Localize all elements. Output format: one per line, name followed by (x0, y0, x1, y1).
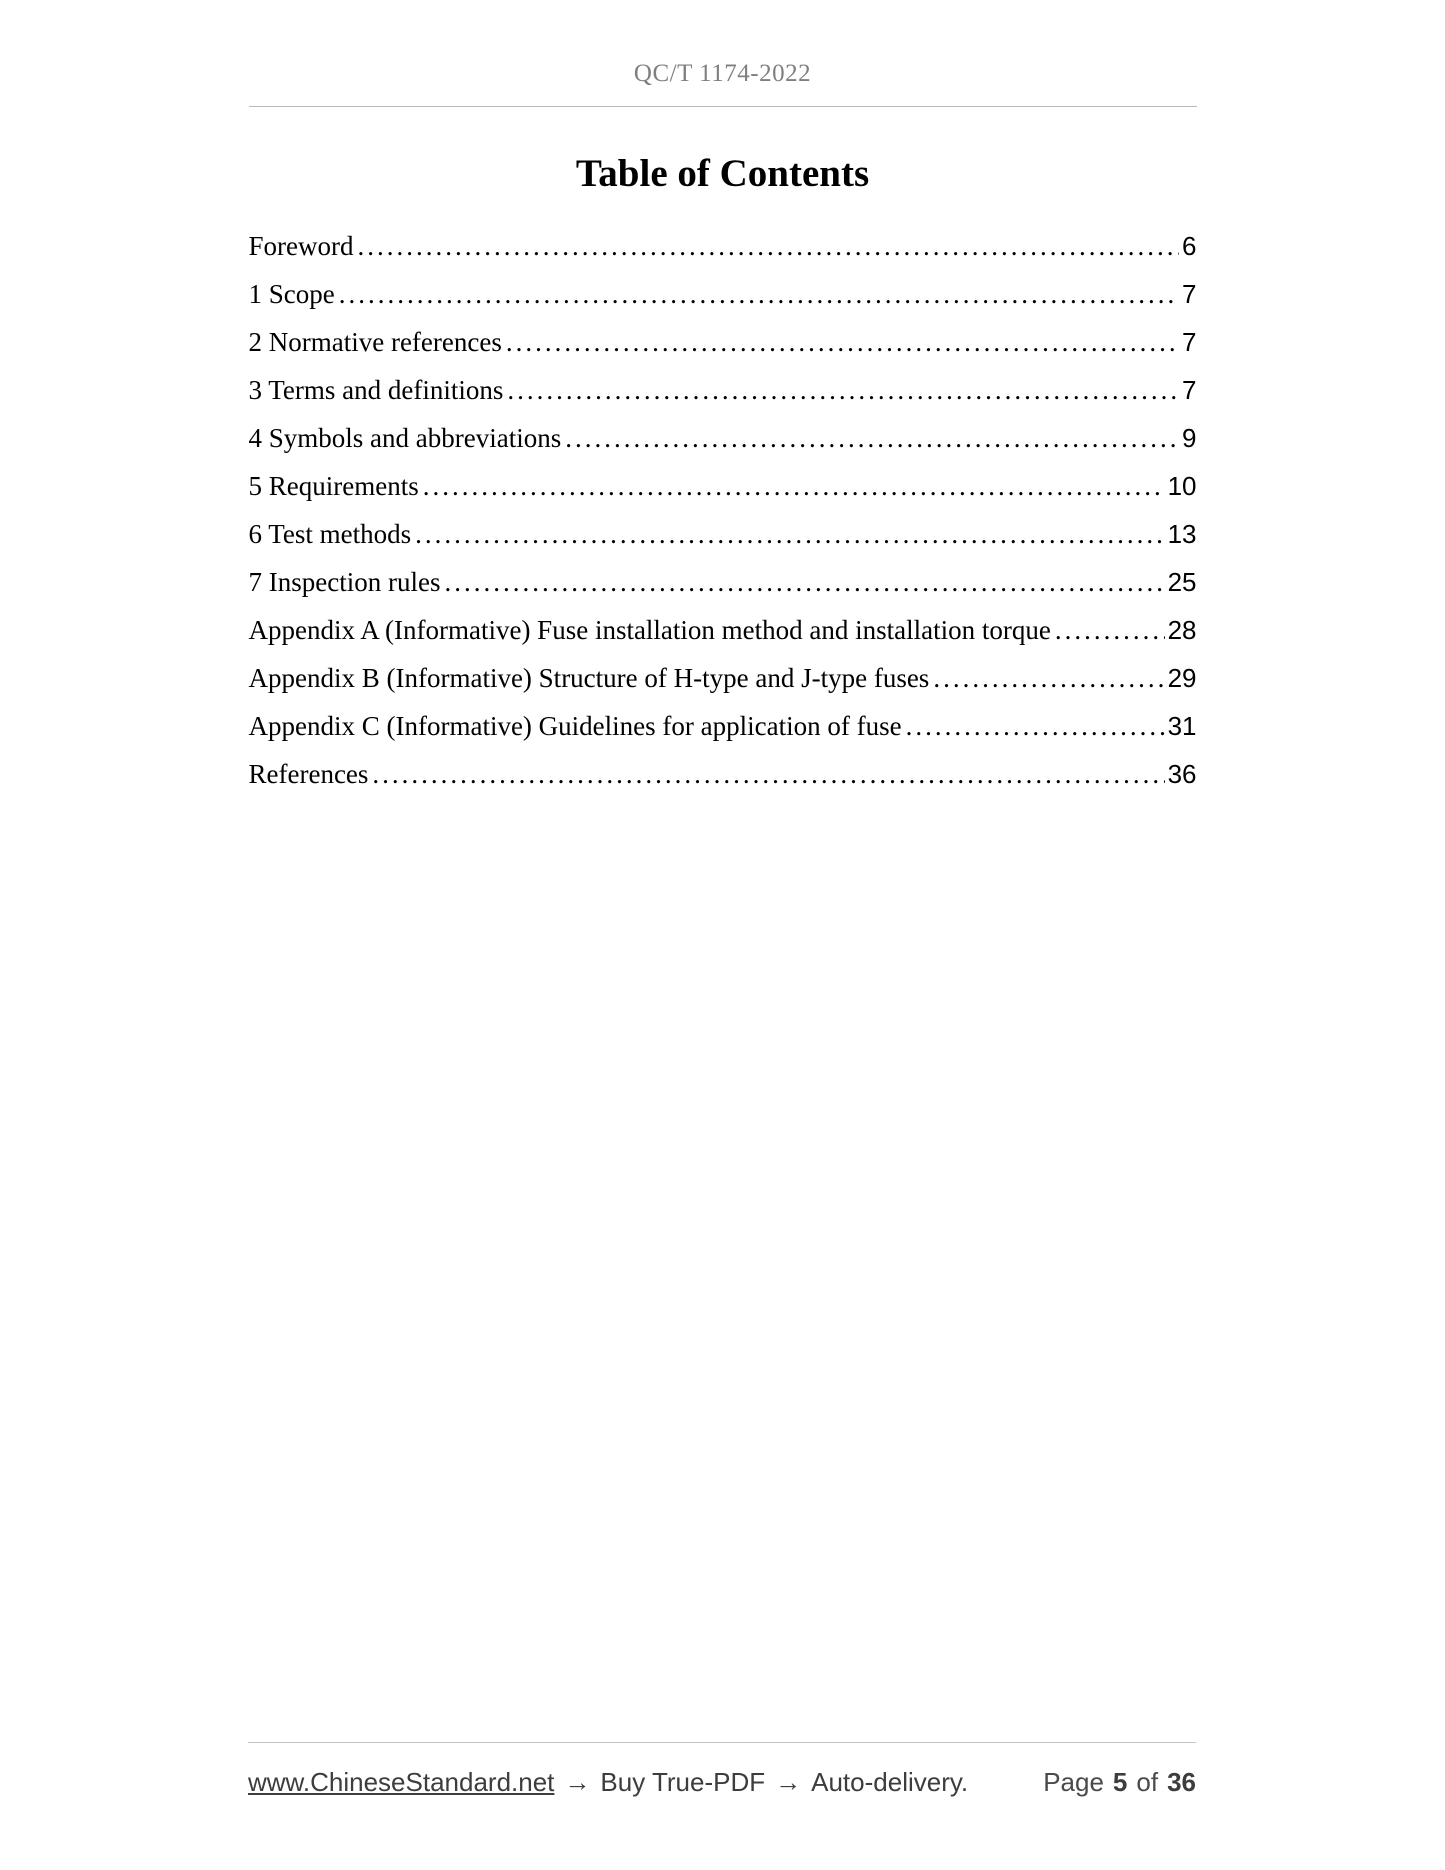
toc-entry-label: Appendix C (Informative) Guidelines for application of fuse (248, 711, 902, 741)
footer-rule (248, 1742, 1196, 1743)
arrow-icon: → (775, 1767, 802, 1797)
toc-entry-appendix-a (249, 606, 1197, 654)
doc-number: QC/T 1174-2022 (633, 60, 812, 87)
toc-entry-label: References (248, 759, 369, 789)
toc-entry-foreword (249, 222, 1197, 270)
toc-entry-label: Appendix B (Informative) Structure of H-type and J-type fuses (248, 663, 930, 693)
toc-entry-symbols-abbreviations (249, 414, 1197, 462)
dot-leader (565, 414, 1179, 462)
toc-entry-page: 13 (1167, 519, 1197, 549)
dot-leader (933, 654, 1164, 702)
page-footer (248, 1742, 1196, 1798)
toc-entry-label: 1 Scope (248, 279, 335, 309)
toc-entry-scope (249, 270, 1197, 318)
dot-leader (1055, 606, 1165, 654)
toc-entry-page: 10 (1167, 471, 1197, 501)
toc-entry-label: Appendix A (Informative) Fuse installation method and installation torque (248, 615, 1051, 645)
dot-leader (415, 510, 1164, 558)
page-total: 36 (1167, 1767, 1196, 1797)
toc-entry-appendix-b (249, 654, 1197, 702)
table-of-contents (249, 222, 1197, 798)
toc-entry-page: 7 (1182, 375, 1197, 405)
toc-entry-inspection-rules (249, 558, 1197, 606)
toc-entry-page: 36 (1167, 759, 1197, 789)
page-indicator (1043, 1767, 1196, 1798)
toc-entry-page: 31 (1167, 711, 1197, 741)
dot-leader (506, 318, 1179, 366)
footer-action-delivery: Auto-delivery. (811, 1767, 969, 1797)
toc-entry-requirements (249, 462, 1197, 510)
toc-entry-label: 6 Test methods (248, 519, 412, 549)
dot-leader (906, 702, 1165, 750)
footer-action-buy: Buy True-PDF (600, 1767, 766, 1797)
toc-entry-page: 25 (1167, 567, 1197, 597)
dot-leader (444, 558, 1164, 606)
toc-entry-label: 4 Symbols and abbreviations (248, 423, 562, 453)
toc-entry-label: 5 Requirements (248, 471, 419, 501)
toc-entry-references (249, 750, 1197, 798)
toc-entry-page: 6 (1182, 231, 1197, 261)
toc-entry-test-methods (249, 510, 1197, 558)
toc-entry-page: 9 (1182, 423, 1197, 453)
toc-entry-label: 3 Terms and definitions (248, 375, 504, 405)
of-label: of (1136, 1767, 1159, 1797)
dot-leader (423, 462, 1165, 510)
header-rule (249, 106, 1197, 107)
toc-entry-terms-definitions (249, 366, 1197, 414)
toc-entry-label: 7 Inspection rules (248, 567, 441, 597)
toc-entry-label: Foreword (248, 231, 354, 261)
footer-source-line (248, 1767, 968, 1798)
page-current: 5 (1112, 1767, 1128, 1797)
toc-entry-page: 7 (1182, 327, 1197, 357)
dot-leader (372, 750, 1164, 798)
toc-entry-label: 2 Normative references (248, 327, 502, 357)
toc-entry-appendix-c (249, 702, 1197, 750)
toc-entry-page: 7 (1182, 279, 1197, 309)
toc-entry-normative-references (249, 318, 1197, 366)
arrow-icon: → (564, 1767, 591, 1797)
page-title: Table of Contents (575, 152, 870, 195)
site-link[interactable]: www.ChineseStandard.net (248, 1767, 555, 1797)
dot-leader (507, 366, 1179, 414)
toc-entry-page: 29 (1167, 663, 1197, 693)
toc-entry-page: 28 (1167, 615, 1197, 645)
page-label: Page (1043, 1767, 1104, 1797)
dot-leader (357, 222, 1179, 270)
dot-leader (339, 270, 1179, 318)
